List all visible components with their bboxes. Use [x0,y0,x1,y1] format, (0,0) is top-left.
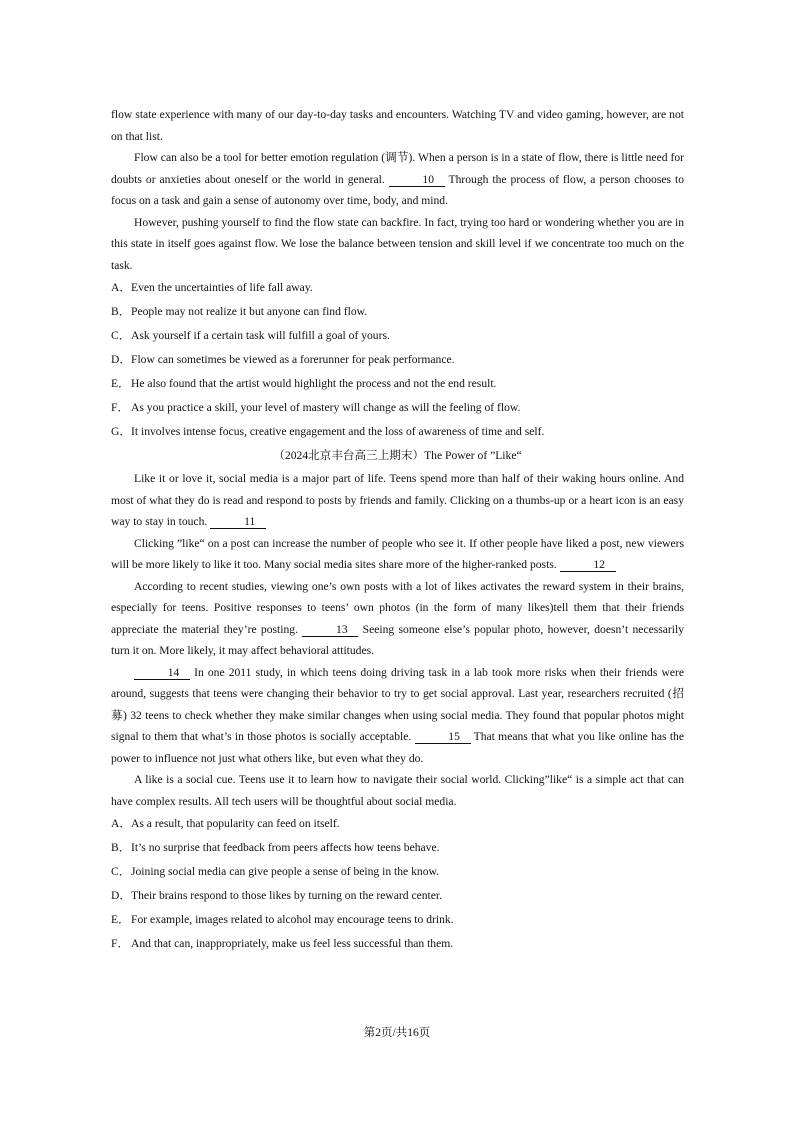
passage2-paragraph-5: A like is a social cue. Teens use it to learn how to navigate their social world. Clicking”like“ is a simple act that can have complex results. All tech users will be thoughtful about social media. [111,773,684,808]
blank-13[interactable]: 13 [302,624,358,637]
blank-14[interactable]: 14 [134,667,190,680]
option2-f: F． And that can, inappropriately, make us feel less successful than them. [111,937,454,950]
blank-10[interactable]: 10 [389,174,445,187]
option-a: A．Even the uncertainties of life fall away. [111,281,313,294]
blank-12[interactable]: 12 [560,559,616,572]
paragraph-2 [111,147,684,212]
options-list-2 [111,812,684,956]
page-content [111,104,684,956]
passage2-paragraph-2: Clicking ”like“ on a post can increase the number of people who see it. If other people have liked a post, new viewers will be more likely to like it too. Many social media sites share more of the higher-ranked posts. 12 [111,536,684,571]
passage2-paragraph-3: According to recent studies, viewing one’s own posts with a lot of likes activates the reward system in their brains, especially for teens. Positive responses to teens’ own photos (in the form of many likes)tell them that their friends appreciate the material they’re posting. 13 Seeing someone else’s popular photo, however, doesn’t necessarily turn it on. More likely, it may affect behavioral attitudes. [111,579,685,657]
blank-11[interactable]: 11 [210,516,266,529]
option-c: C．Ask yourself if a certain task will fulfill a goal of yours. [111,329,390,342]
paragraph-3: However, pushing yourself to find the flow state can backfire. In fact, trying too hard or wondering whether you are in this state in itself goes against flow. We lose the balance between tension and skill level if we concentrate too much on the task. [111,215,684,272]
option2-d: D．Their brains respond to those likes by turning on the reward center. [111,889,443,902]
section-title: （2024北京丰台高三上期末）The Power of ”Like“ [273,449,522,462]
page-footer: 第2页/共16页 [363,1027,431,1039]
blank-15[interactable]: 15 [415,731,471,744]
option-g: G．It involves intense focus, creative engagement and the loss of awareness of time and self. [111,425,545,438]
option-b: B．People may not realize it but anyone can find flow. [111,305,368,318]
option-e: E．He also found that the artist would highlight the process and not the end result. [111,377,497,390]
paragraph-2-text-a: Flow can also be a tool for better emotion regulation (调节). When a person is in a state of flow, there is little need for doubts or anxieties about oneself or the world in general. [111,151,684,186]
option2-c: C．Joining social media can give people a sense of being in the know. [111,865,440,878]
paragraph-1: flow state experience with many of our day-to-day tasks and encounters. Watching TV and video gaming, however, are not on that list. [111,108,684,143]
option2-a: A．As a result, that popularity can feed on itself. [111,817,340,830]
passage2-paragraph-1: Like it or love it, social media is a major part of life. Teens spend more than half of their waking hours online. And most of what they do is read and respond to posts by friends and family. Clicking on a thumbs-up or a heart icon is an easy way to stay in touch. 11 [111,472,684,528]
option-f: F． As you practice a skill, your level of mastery will change as will the feeling of flow. [111,401,521,414]
option2-b: B．It’s no surprise that feedback from peers affects how teens behave. [111,841,440,854]
option-d: D．Flow can sometimes be viewed as a forerunner for peak performance. [111,353,455,366]
paragraph-2-text-b: Through the process of flow, a person chooses to focus on a task and gain a sense of autonomy over time, body, and mind. [111,172,684,207]
options-list-1 [111,276,684,444]
passage2-paragraph-4: 14 In one 2011 study, in which teens doing driving task in a lab took more risks when their friends were around, suggests that teens were changing their behavior to try to get social approval. Last year, researchers recruited (招募) 32 teens to check whether they make similar changes when using social media. They found that popular photos might signal to them that what’s in those photos is socially acceptable. 15 That means that what you like online has the power to influence not just what others like, but even what they do. [111,665,684,765]
option2-e: E．For example, images related to alcohol may encourage teens to drink. [111,913,454,926]
